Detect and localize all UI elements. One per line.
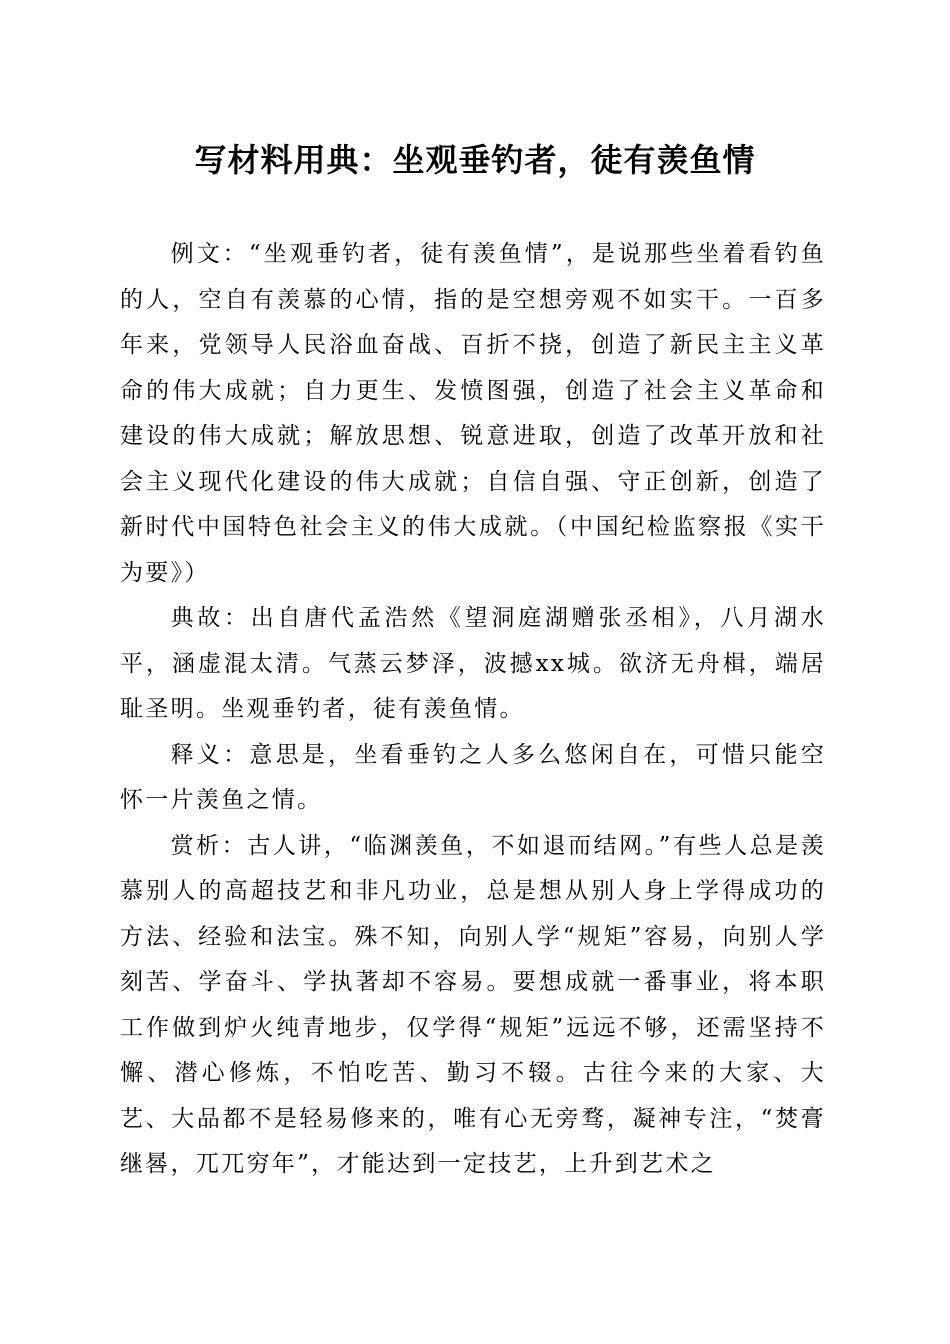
document-title: 写材料用典：坐观垂钓者，徒有羡鱼情	[194, 141, 756, 179]
document-body	[120, 232, 826, 1188]
paragraph-example: 例文：“坐观垂钓者，徒有羡鱼情”，是说那些坐着看钓鱼的人，空自有羡慕的心情，指的是空想旁观不如实干。一百多年来，党领导人民浴血奋战、百折不挠，创造了新民主主义革命的伟大成就；自力更生、发愤图强，创造了社会主义革命和建设的伟大成就；解放思想、锐意进取，创造了改革开放和社会主义现代化建设的伟大成就；自信自强、守正创新，创造了新时代中国特色社会主义的伟大成就。（中国纪检监察报《实干为要》）	[120, 241, 826, 586]
paragraph-meaning: 释义：意思是，坐看垂钓之人多么悠闲自在，可惜只能空怀一片羡鱼之情。	[120, 741, 826, 813]
paragraph-appreciation: 赏析：古人讲，“临渊羡鱼，不如退而结网。”有些人总是羡慕别人的高超技艺和非凡功业，总是想从别人身上学得成功的方法、经验和法宝。殊不知，向别人学“规矩”容易，向别人学刻苦、学奋斗、学执著却不容易。要想成就一番事业，将本职工作做到炉火纯青地步，仅学得“规矩”远远不够，还需坚持不懈、潜心修炼，不怕吃苦、勤习不辍。古往今来的大家、大艺、大品都不是轻易修来的，唯有心无旁骛，凝神专注，“焚膏继晷，兀兀穷年”，才能达到一定技艺，上升到艺术之	[120, 832, 826, 1177]
paragraph-allusion: 典故：出自唐代孟浩然《望洞庭湖赠张丞相》，八月湖水平，涵虚混太清。气蒸云梦泽，波撼xx城。欲济无舟楫，端居耻圣明。坐观垂钓者，徒有羡鱼情。	[120, 605, 826, 722]
